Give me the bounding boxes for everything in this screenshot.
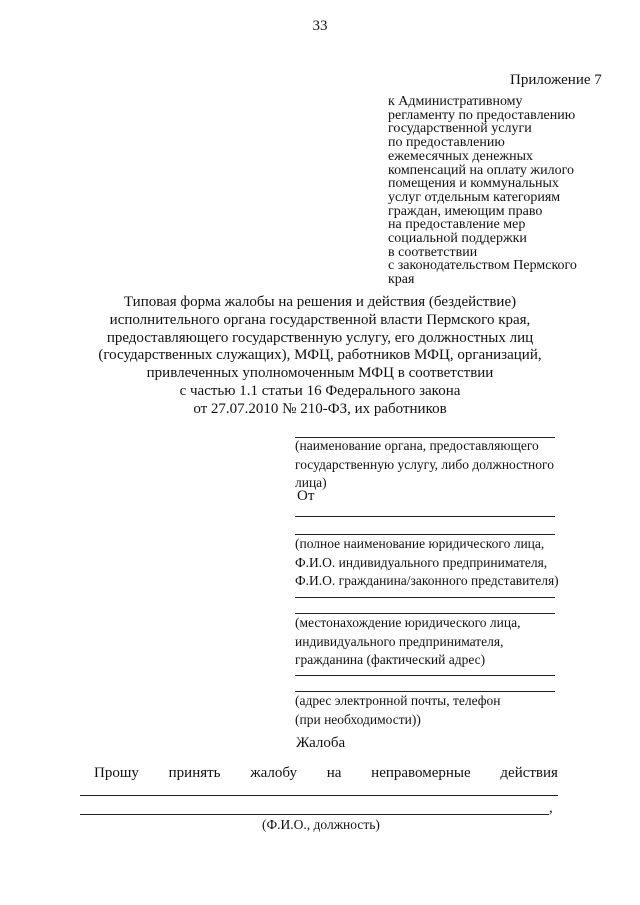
title-line: с частью 1.1 статьи 16 Федерального закона [179,382,461,399]
contact-caption [295,692,557,729]
request-word: неправомерные [371,765,471,781]
request-text [94,765,558,782]
caption-line: гражданина (фактический адрес) [295,652,486,667]
caption-line: Ф.И.О. гражданина/законного представителя) [295,573,559,588]
appendix-line: на предоставление мер [388,217,526,233]
caption-line: лица) [295,475,327,490]
caption-line: индивидуального предпринимателя, [295,633,504,649]
appendix-line: по предоставлению [388,135,505,151]
page-number: 33 [312,18,328,34]
appendix-line: с законодательством Пермского [388,258,577,274]
appendix-line: граждан, имеющим право [388,203,543,219]
appendix-line: края [388,272,415,288]
title-line: исполнительного органа государственной власти Пермского края, [109,311,531,328]
appendix-label: Приложение 7 [510,72,602,88]
title-line: от 27.07.2010 № 210-ФЗ, их работников [193,400,447,417]
caption-line: (местонахождение юридического лица, [295,615,521,630]
title-line: (государственных служащих), МФЦ, работников МФЦ, организаций, [98,347,542,364]
applicant-line-1[interactable] [295,516,555,517]
contact-line-1[interactable] [295,675,555,676]
title-line: привлеченных уполномоченным МФЦ в соответствии [146,365,494,382]
address-caption [295,614,557,670]
request-fill-line-2[interactable] [80,814,549,815]
caption-line: (адрес электронной почты, телефон [295,693,501,708]
complaint-heading: Жалоба [296,735,346,751]
appendix-line: ежемесячных денежных [388,148,534,164]
title-line: предоставляющего государственную услугу, его должностных лиц [106,329,534,346]
caption-line: (при необходимости)) [295,711,421,727]
signature-caption: (Ф.И.О., должность) [262,817,380,832]
appendix-line: государственной услуги [388,121,532,137]
fill-line-comma: , [549,800,553,816]
caption-line: (наименование органа, предоставляющего [295,438,539,453]
from-label: От [297,488,315,504]
request-word: действия [500,765,558,781]
title-line: Типовая форма жалобы на решения и действия (бездействие) [123,294,517,310]
appendix-line: в соответствии [388,244,478,260]
appendix-line: услуг отдельным категориям [388,189,561,205]
request-word: жалобу [250,765,297,781]
appendix-line: регламенту по предоставлению [388,107,576,123]
document-title [60,294,580,419]
request-word: Прошу [94,765,139,781]
caption-line: Ф.И.О. индивидуального предпринимателя, [295,554,548,570]
request-fill-line-1[interactable] [80,795,558,796]
appendix-line: помещения и коммунальных [388,176,559,192]
caption-line: государственную услугу, либо должностного [295,456,554,472]
organ-caption [295,437,557,493]
appendix-line: к Административному [388,94,523,109]
applicant-caption [295,535,557,591]
caption-line: (полное наименование юридического лица, [295,536,545,551]
appendix-reference [388,95,628,287]
address-line-1[interactable] [295,597,555,598]
request-word: принять [168,765,221,781]
request-word: на [326,765,342,781]
appendix-line: компенсаций на оплату жилого [388,162,574,178]
appendix-line: социальной поддержки [388,231,527,247]
